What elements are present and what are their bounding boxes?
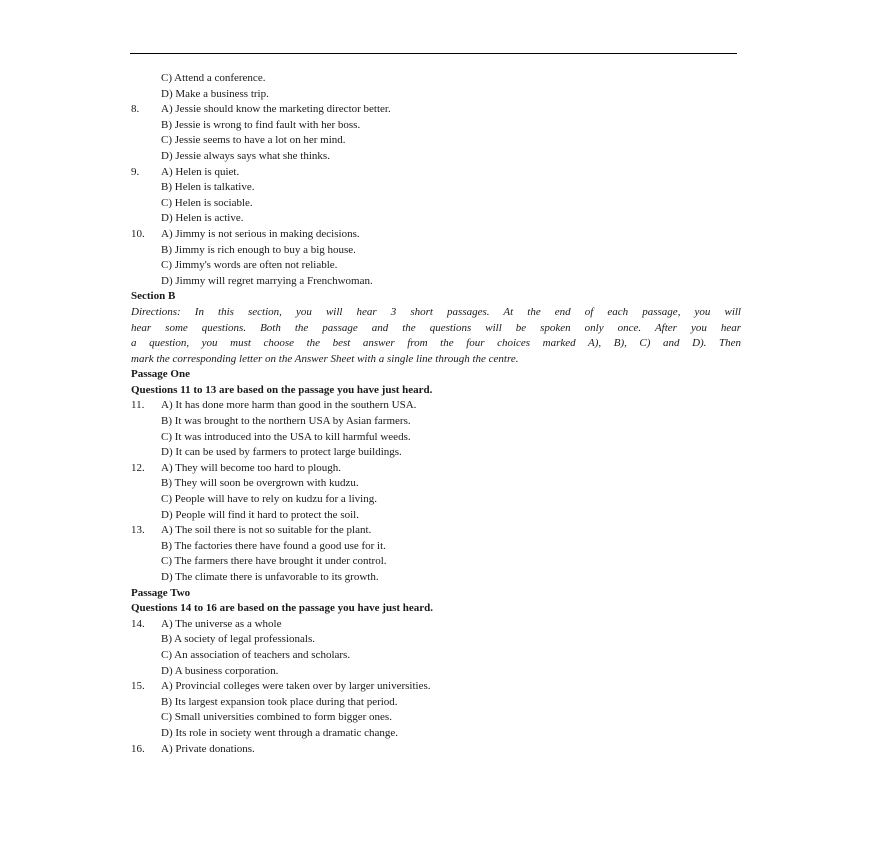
question-number: 14.: [131, 617, 145, 630]
question-8: [131, 102, 741, 118]
option-line: A) Helen is quiet.: [161, 165, 240, 178]
option-line: B) Helen is talkative.: [161, 181, 255, 194]
directions-line: hear some questions. Both the passage and the questions will be spoken only once. After you hear: [131, 321, 741, 334]
option-line: B) It was brought to the northern USA by Asian farmers.: [161, 415, 411, 428]
option-line: C) People will have to rely on kudzu for a living.: [161, 493, 377, 506]
option-line: B) They will soon be overgrown with kudzu.: [161, 477, 359, 490]
option-line: A) The soil there is not so suitable for the plant.: [161, 524, 372, 537]
option-line: C) Jimmy's words are often not reliable.: [161, 259, 338, 272]
passage-intro: Questions 11 to 13 are based on the passage you have just heard.: [131, 383, 433, 396]
passage-heading: Passage Two: [131, 586, 191, 599]
question-number: 8.: [131, 103, 140, 116]
option-line: C) It was introduced into the USA to kill harmful weeds.: [161, 430, 411, 443]
option-line: D) It can be used by farmers to protect large buildings.: [161, 446, 402, 459]
option-line: A) Jessie should know the marketing director better.: [161, 103, 391, 116]
option-line: C) Attend a conference.: [161, 72, 266, 84]
question-15: [131, 679, 741, 695]
option-line: D) Jessie always says what she thinks.: [161, 149, 330, 162]
option-line: A) It has done more harm than good in the southern USA.: [161, 399, 417, 412]
option-line: C) Helen is sociable.: [161, 196, 253, 209]
question-9: [131, 165, 741, 181]
option-line: D) Make a business trip.: [161, 87, 269, 100]
question-12: [131, 461, 741, 477]
option-line: A) Private donations.: [161, 742, 255, 755]
question-number: 10.: [131, 227, 145, 240]
question-number: 11.: [131, 399, 145, 412]
directions-line: mark the corresponding letter on the Answer Sheet with a single line through the centre.: [131, 352, 519, 365]
question-11: [131, 398, 741, 414]
option-line: A) They will become too hard to plough.: [161, 461, 342, 474]
option-line: B) Its largest expansion took place during that period.: [161, 695, 398, 708]
question-number: 13.: [131, 524, 145, 537]
option-line: D) The climate there is unfavorable to its growth.: [161, 571, 379, 583]
option-line: C) The farmers there have brought it under control.: [161, 555, 387, 568]
question-10: [131, 227, 741, 243]
option-line: B) The factories there have found a good use for it.: [161, 539, 386, 552]
exam-page: [131, 71, 741, 757]
option-line: C) Small universities combined to form bigger ones.: [161, 711, 392, 724]
option-line: A) Provincial colleges were taken over by larger universities.: [161, 680, 431, 693]
question-number: 9.: [131, 165, 140, 178]
option-line: A) Jimmy is not serious in making decisions.: [161, 227, 360, 240]
option-line: D) People will find it hard to protect the soil.: [161, 508, 359, 521]
question-number: 16.: [131, 742, 145, 755]
option-line: A) The universe as a whole: [161, 617, 282, 630]
passage-intro: Questions 14 to 16 are based on the passage you have just heard.: [131, 602, 434, 615]
option-line: B) Jimmy is rich enough to buy a big house.: [161, 243, 356, 256]
question-number: 15.: [131, 680, 145, 693]
header-rule: [130, 53, 737, 54]
option-line: C) An association of teachers and scholars.: [161, 648, 351, 661]
option-line: C) Jessie seems to have a lot on her mind.: [161, 134, 346, 147]
question-13: [131, 523, 741, 539]
question-number: 12.: [131, 461, 145, 474]
option-line: B) Jessie is wrong to find fault with her boss.: [161, 118, 361, 131]
section-heading: Section B: [131, 290, 176, 303]
option-line: D) Helen is active.: [161, 212, 244, 225]
option-line: D) Jimmy will regret marrying a Frenchwoman.: [161, 274, 373, 287]
passage-heading: Passage One: [131, 368, 190, 381]
question-16: [131, 742, 741, 758]
directions-line: Directions: In this section, you will hear 3 short passages. At the end of each passage, you will: [131, 305, 741, 318]
directions-line: a question, you must choose the best answer from the four choices marked A), B), C) and D). Then: [131, 337, 741, 350]
option-line: D) Its role in society went through a dramatic change.: [161, 726, 399, 739]
option-line: B) A society of legal professionals.: [161, 633, 315, 646]
question-14: [131, 617, 741, 633]
option-line: D) A business corporation.: [161, 664, 279, 677]
